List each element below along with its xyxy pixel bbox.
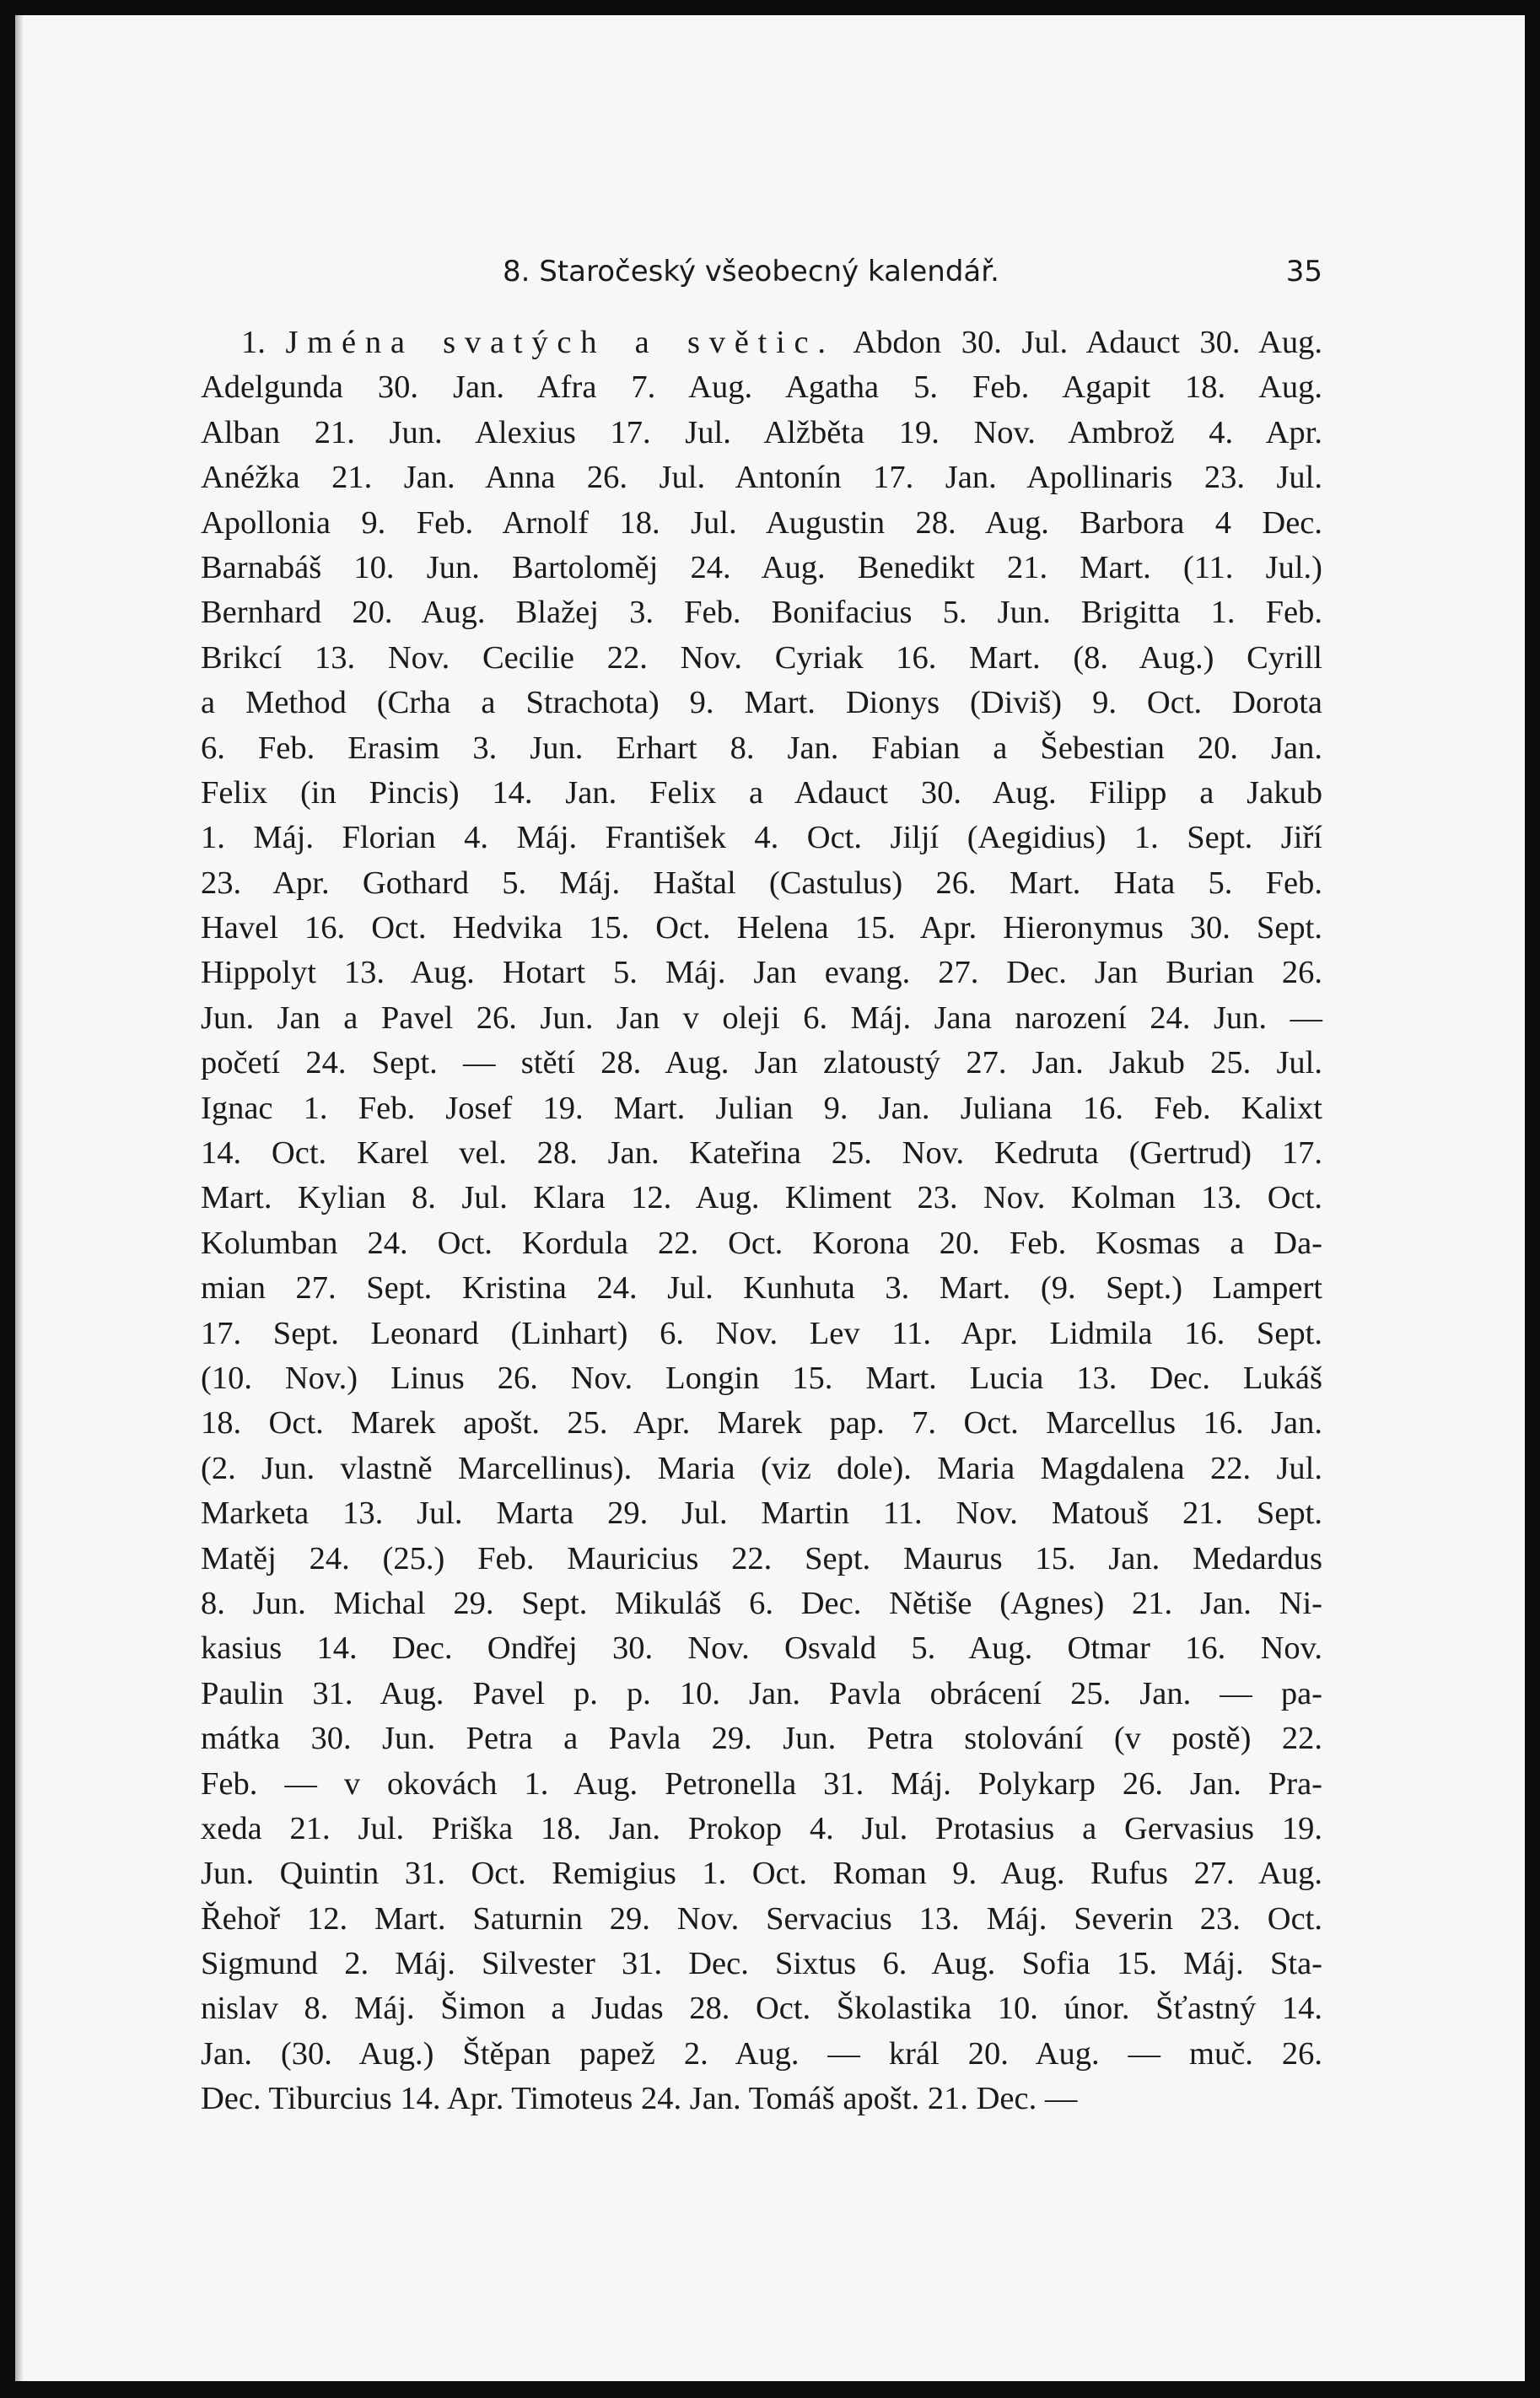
text-line: Hippolyt 13. Aug. Hotart 5. Máj. Jan evang. 27. Dec. Jan Burian 26. — [201, 955, 1322, 991]
text-line: 14. Oct. Karel vel. 28. Jan. Kateřina 25. Nov. Kedruta (Gertrud) 17. — [201, 1135, 1322, 1172]
page-number: 35 — [1285, 255, 1322, 288]
text-line: kasius 14. Dec. Ondřej 30. Nov. Osvald 5. Aug. Otmar 16. Nov. — [201, 1630, 1322, 1667]
names-list-text — [201, 321, 1322, 2122]
text-line-last: Dec. Tiburcius 14. Apr. Timoteus 24. Jan. Tomáš apošt. 21. Dec. — — [201, 2081, 1078, 2117]
text-line: mátka 30. Jun. Petra a Pavla 29. Jun. Petra stolování (v postě) 22. — [201, 1721, 1322, 1757]
text-line: 17. Sept. Leonard (Linhart) 6. Nov. Lev 11. Apr. Lidmila 16. Sept. — [201, 1315, 1322, 1351]
text-line: početí 24. Sept. — stětí 28. Aug. Jan zlatoustý 27. Jan. Jakub 25. Jul. — [201, 1045, 1322, 1081]
text-line-1-rest: Abdon 30. Jul. Adauct 30. Aug. — [853, 325, 1322, 360]
text-line: Brikcí 13. Nov. Cecilie 22. Nov. Cyriak 16. Mart. (8. Aug.) Cyrill — [201, 639, 1322, 676]
text-line: xeda 21. Jul. Priška 18. Jan. Prokop 4. Jul. Protasius a Gervasius 19. — [201, 1810, 1322, 1846]
text-line: Feb. — v okovách 1. Aug. Petronella 31. Máj. Polykarp 26. Jan. Pra- — [201, 1765, 1322, 1802]
text-line: nislav 8. Máj. Šimon a Judas 28. Oct. Školastika 10. únor. Šťastný 14. — [201, 1991, 1322, 2027]
scan-edge-shadow — [15, 15, 24, 2381]
text-line: Barnabáš 10. Jun. Bartoloměj 24. Aug. Benedikt 21. Mart. (11. Jul.) — [201, 549, 1322, 585]
section-heading: Jména svatých a světic. — [285, 325, 835, 360]
text-line: Paulin 31. Aug. Pavel p. p. 10. Jan. Pavla obrácení 25. Jan. — pa- — [201, 1675, 1322, 1711]
text-line: Jan. (30. Aug.) Štěpan papež 2. Aug. — král 20. Aug. — muč. 26. — [201, 2035, 1322, 2072]
text-line: Jun. Quintin 31. Oct. Remigius 1. Oct. Roman 9. Aug. Rufus 27. Aug. — [201, 1856, 1322, 1892]
text-line: (10. Nov.) Linus 26. Nov. Longin 15. Mart. Lucia 13. Dec. Lukáš — [201, 1360, 1322, 1396]
text-line: 1. Máj. Florian 4. Máj. František 4. Oct. Jiljí (Aegidius) 1. Sept. Jiří — [201, 820, 1322, 856]
text-line: Jun. Jan a Pavel 26. Jun. Jan v oleji 6. Máj. Jana narození 24. Jun. — — [201, 1000, 1322, 1036]
text-line: Adelgunda 30. Jan. Afra 7. Aug. Agatha 5. Feb. Agapit 18. Aug. — [201, 369, 1322, 406]
text-line: a Method (Crha a Strachota) 9. Mart. Dionys (Diviš) 9. Oct. Dorota — [201, 685, 1322, 721]
text-line: Ignac 1. Feb. Josef 19. Mart. Julian 9. Jan. Juliana 16. Feb. Kalixt — [201, 1090, 1322, 1126]
text-line: (2. Jun. vlastně Marcellinus). Maria (viz dole). Maria Magdalena 22. Jul. — [201, 1450, 1322, 1486]
text-line: Havel 16. Oct. Hedvika 15. Oct. Helena 15. Apr. Hieronymus 30. Sept. — [201, 910, 1322, 946]
text-line-1 — [201, 321, 1322, 365]
text-line: Marketa 13. Jul. Marta 29. Jul. Martin 11. Nov. Matouš 21. Sept. — [201, 1495, 1322, 1532]
text-line: Anéžka 21. Jan. Anna 26. Jul. Antonín 17. Jan. Apollinaris 23. Jul. — [201, 460, 1322, 496]
text-line: Bernhard 20. Aug. Blažej 3. Feb. Bonifacius 5. Jun. Brigitta 1. Feb. — [201, 595, 1322, 631]
book-page — [15, 15, 1525, 2381]
section-number: 1. — [241, 325, 266, 360]
text-line: 23. Apr. Gothard 5. Máj. Haštal (Castulus) 26. Mart. Hata 5. Feb. — [201, 865, 1322, 901]
text-line: 8. Jun. Michal 29. Sept. Mikuláš 6. Dec. Nětiše (Agnes) 21. Jan. Ni- — [201, 1585, 1322, 1621]
text-line: mian 27. Sept. Kristina 24. Jul. Kunhuta 3. Mart. (9. Sept.) Lampert — [201, 1270, 1322, 1307]
text-line: Matěj 24. (25.) Feb. Mauricius 22. Sept. Maurus 15. Jan. Medardus — [201, 1540, 1322, 1576]
text-line: Kolumban 24. Oct. Kordula 22. Oct. Korona 20. Feb. Kosmas a Da- — [201, 1225, 1322, 1261]
text-line: Sigmund 2. Máj. Silvester 31. Dec. Sixtus 6. Aug. Sofia 15. Máj. Sta- — [201, 1946, 1322, 1982]
running-head — [201, 245, 1322, 295]
text-line: Řehoř 12. Mart. Saturnin 29. Nov. Servacius 13. Máj. Severin 23. Oct. — [201, 1900, 1322, 1937]
running-title: 8. Staročeský všeobecný kalendář. — [503, 255, 999, 288]
text-line: Felix (in Pincis) 14. Jan. Felix a Adauct 30. Aug. Filipp a Jakub — [201, 774, 1322, 811]
text-line: Alban 21. Jun. Alexius 17. Jul. Alžběta 19. Nov. Ambrož 4. Apr. — [201, 414, 1322, 450]
text-line: Apollonia 9. Feb. Arnolf 18. Jul. Augustin 28. Aug. Barbora 4 Dec. — [201, 504, 1322, 541]
text-line: 18. Oct. Marek apošt. 25. Apr. Marek pap. 7. Oct. Marcellus 16. Jan. — [201, 1405, 1322, 1441]
text-line: 6. Feb. Erasim 3. Jun. Erhart 8. Jan. Fabian a Šebestian 20. Jan. — [201, 730, 1322, 766]
text-line: Mart. Kylian 8. Jul. Klara 12. Aug. Kliment 23. Nov. Kolman 13. Oct. — [201, 1180, 1322, 1216]
